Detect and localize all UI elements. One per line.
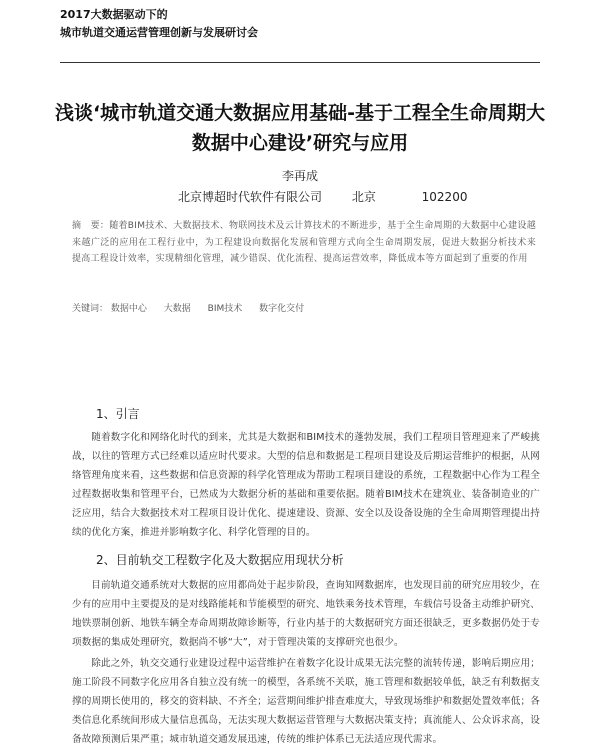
abstract: 摘 要：随着BIM技术、大数据技术、物联网技术及云计算技术的不断进步，基于全生命周期的大数据中心建设越来越广泛的应用在工程行业中，为工程建设向数据化发展和管理方式向全生命周期发展，促进大数据分析技术来提高工程设计效率，实现精细化管理，减少错误、优化流程、提高运营效率，降低成本等方面起到了重要的作用 [72, 221, 536, 264]
section-paragraph: 除此之外，轨交交通行业建设过程中运营维护在着数字化设计成果无法完整的流转传递，影响后期应用；施工阶段不同数字化应用各自独立没有统一的模型，各系统不关联，施工管理和数据较单低，缺乏有利数据支撑的周期长使用的，移交的资料缺、不齐全；运营期间维护排查难度大，导致现场维护和数据处置效率低；各类信息化系统间形成大量信息孤岛，无法实现大数据运营管理与大数据决策支持；真流能人、公众诉求高，设备故障预测后果严重；城市轨道交通发展迅速，传统的维护体系已无法适应现代需求。 [72, 658, 540, 745]
header-divider [60, 62, 540, 63]
keywords [72, 301, 536, 314]
section-heading-status: 2、目前轨交工程数字化及大数据应用现状分析 [96, 553, 344, 567]
conference-header [60, 6, 520, 42]
paper-title: 浅谈‘城市轨道交通大数据应用基础-基于工程全生命周期大数据中心建设’研究与应用 [54, 102, 546, 154]
section-paragraph: 目前轨道交通系统对大数据的应用都尚处于起步阶段，查询知网数据库，也发现目前的研究应用较少，在少有的应用中主要提及的是对线路能耗和节能模型的研究、地铁乘务技术管理，车载信号设备主动维护研究、地铁票制创新、地铁车辆全寿命周期故障诊断等，行业内基于的大数据研究方面还很缺乏，更多数据仍处于专项数据的集成处理研究，数据尚不够“大”，对于管理决策的支撑研究也很少。 [72, 580, 540, 648]
affiliation [178, 188, 467, 205]
conference-line-1: 2017大数据驱动下的 [60, 8, 168, 21]
keyword: 数字化交付 [259, 304, 305, 314]
affiliation-org: 北京博超时代软件有限公司 [178, 190, 323, 204]
keyword: BIM技术 [207, 304, 243, 314]
author-name: 李再成 [281, 169, 318, 183]
keyword: 数据中心 [110, 304, 147, 314]
section-paragraph: 随着数字化和网络化时代的到来，尤其是大数据和BIM技术的蓬勃发展，我们工程项目管理迎来了严峻挑战，以往的管理方式已经难以适应时代要求。大型的信息和数据是工程项目建设及后期运营维护的根据，从网络管理角度来看，这些数据和信息资源的科学化管理成为帮助工程项目建设的系统，工程数据中心作为工程全过程数据收集和管理平台，已然成为大数据分析的基础和重要依据。随着BIM技术在建筑业、装备制造业的广泛应用，结合大数据技术对工程项目设计优化、提速建设、资源、安全以及设备设施的全生命周期管理提出持续的优化方案，推进并影响数字化、科学化管理的目的。 [72, 432, 540, 538]
keywords-label: 关键词： [72, 304, 109, 314]
affiliation-city: 北京 [351, 190, 376, 204]
conference-line-2: 城市轨道交通运营管理创新与发展研讨会 [60, 26, 258, 39]
section-heading-intro: 1、引言 [96, 407, 140, 421]
keyword: 大数据 [163, 304, 191, 314]
affiliation-postcode: 102200 [421, 190, 468, 204]
